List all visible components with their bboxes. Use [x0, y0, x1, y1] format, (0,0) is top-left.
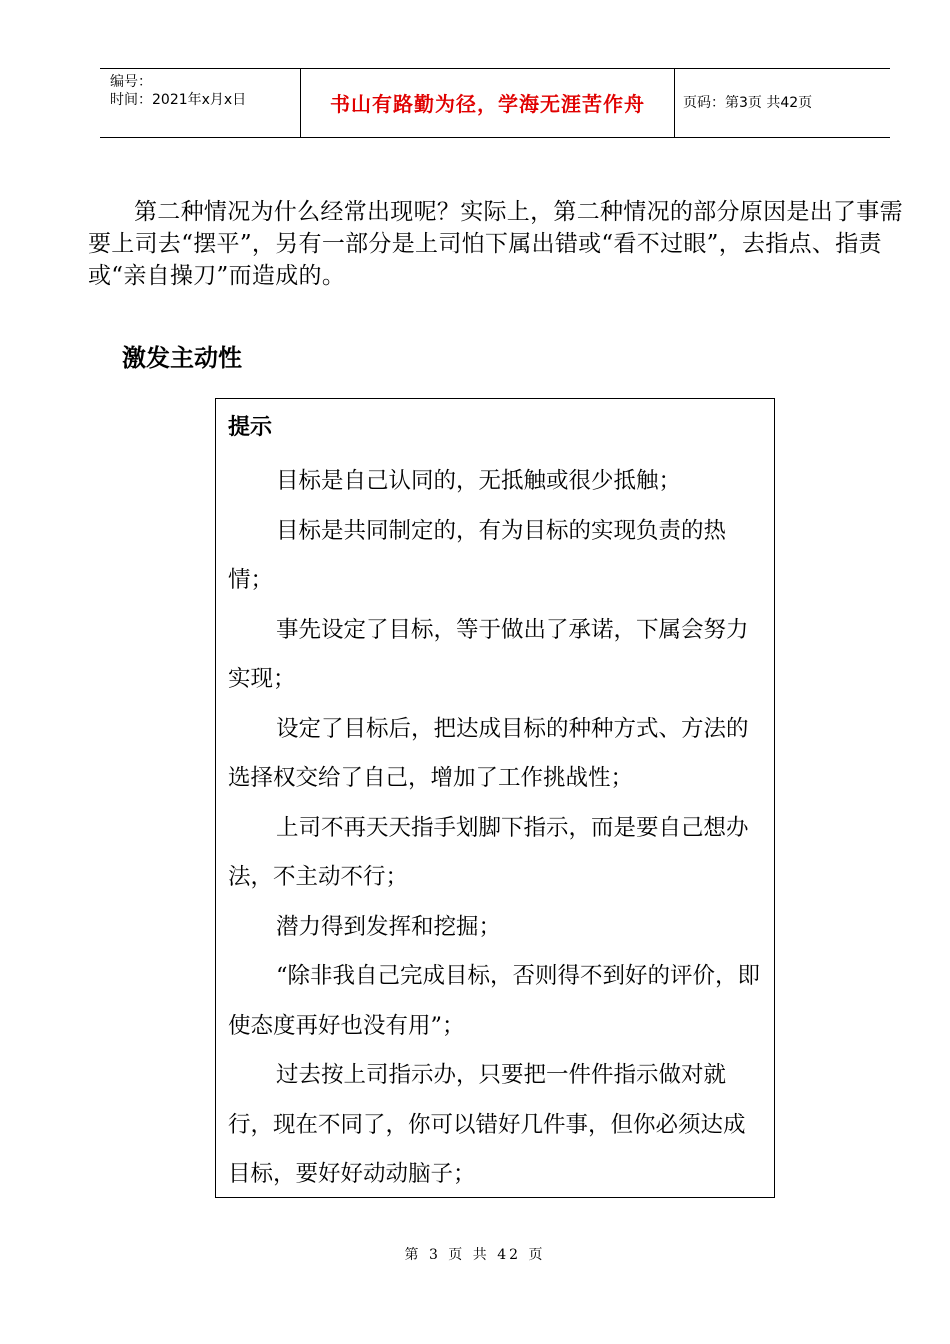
tip-box — [215, 398, 775, 1198]
tip-title: 提示 — [228, 415, 273, 440]
document-time-label: 时间：2021年x月x日 — [110, 92, 247, 108]
tip-item: “除非我自己完成目标，否则得不到好的评价，即使态度再好也没有用”； — [228, 963, 761, 1039]
page-footer: 第 3 页 共 42 页 — [404, 1247, 546, 1263]
header-page-number: 页码：第3页 共42页 — [683, 95, 813, 111]
header-motto-cell — [301, 69, 675, 137]
section-title: 激发主动性 — [122, 344, 242, 372]
tip-item: 设定了目标后，把达成目标的种种方式、方法的选择权交给了自己，增加了工作挑战性； — [228, 715, 749, 791]
body-paragraph: 第二种情况为什么经常出现呢？实际上，第二种情况的部分原因是出了事需要上司去“摆平”，另有一部分是上司怕下属出错或“看不过眼”，去指点、指责或“亲自操刀”而造成的。 — [88, 199, 903, 289]
tip-item: 潜力得到发挥和挖掘； — [276, 913, 502, 940]
header-info-cell — [100, 69, 301, 137]
header-page-cell — [675, 69, 890, 137]
header-motto: 书山有路勤为径，学海无涯苦作舟 — [330, 92, 645, 116]
tip-list — [228, 457, 766, 1200]
tip-item: 事先设定了目标，等于做出了承诺，下属会努力实现； — [228, 616, 749, 692]
page-header — [100, 68, 890, 138]
document-number-label: 编号： — [110, 74, 152, 90]
tip-item: 目标是自己认同的，无抵触或很少抵触； — [276, 468, 682, 494]
tip-item: 上司不再天天指手划脚下指示，而是要自己想办法，不主动不行； — [228, 814, 749, 890]
tip-item: 过去按上司指示办，只要把一件件指示做对就行，现在不同了，你可以错好几件事，但你必须达成目标，要好好动动脑子； — [228, 1062, 746, 1187]
tip-item: 目标是共同制定的，有为目标的实现负责的热情； — [228, 517, 727, 593]
